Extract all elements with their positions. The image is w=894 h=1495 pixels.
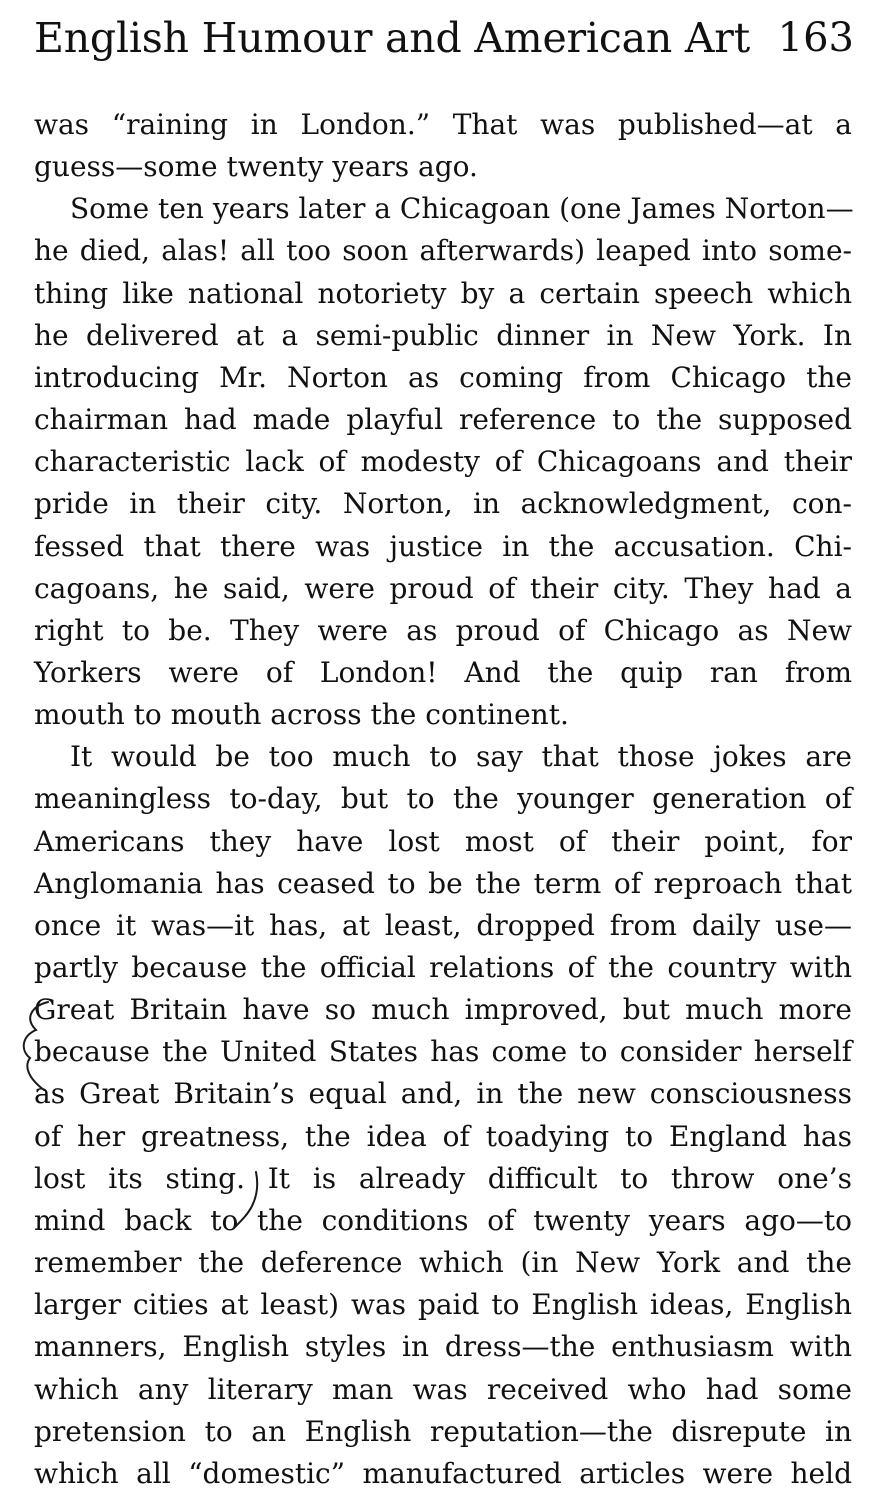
- text-line: pretension to an English reputation—the disrepute in: [34, 1414, 852, 1448]
- text-line: guess—some twenty years ago.: [34, 150, 478, 184]
- running-head: [34, 10, 854, 70]
- text-line: he died, alas! all too soon afterwards) leaped into some-: [34, 234, 852, 268]
- text-line: which any literary man was received who had some: [34, 1372, 852, 1406]
- text-line: thing like national notoriety by a certain speech which: [34, 276, 852, 310]
- text-line: Some ten years later a Chicagoan (one James Norton—: [70, 192, 854, 226]
- text-line: mouth to mouth across the continent.: [34, 698, 569, 732]
- text-line: characteristic lack of modesty of Chicagoans and their: [34, 445, 852, 479]
- text-line: once it was—it has, at least, dropped from daily use—: [34, 908, 852, 942]
- text-line: right to be. They were as proud of Chicago as New: [34, 613, 852, 647]
- text-line: lost its sting. It is already difficult to throw one’s: [34, 1161, 852, 1195]
- handwritten-tick-icon: [228, 1170, 262, 1236]
- text-line: partly because the official relations of the country with: [34, 951, 852, 984]
- text-line: as Great Britain’s equal and, in the new consciousness: [34, 1077, 852, 1111]
- text-line: Yorkers were of London! And the quip ran from: [34, 655, 852, 689]
- text-line: mind back to the conditions of twenty years ago—to: [34, 1203, 852, 1237]
- text-line: chairman had made playful reference to the supposed: [34, 403, 852, 437]
- text-line: larger cities at least) was paid to English ideas, English: [34, 1288, 852, 1322]
- text-line: Anglomania has ceased to be the term of reproach that: [34, 866, 852, 900]
- page-number: 163: [777, 15, 854, 61]
- text-line: It would be too much to say that those jokes are: [70, 740, 852, 774]
- text-line: cagoans, he said, were proud of their city. They had a: [34, 571, 852, 605]
- text-line: meaningless to-day, but to the younger generation of: [34, 782, 852, 816]
- text-line: because the United States has come to consider herself: [34, 1035, 852, 1069]
- text-line: remember the deference which (in New York and the: [34, 1246, 852, 1279]
- text-line: was “raining in London.” That was published—at a: [34, 108, 852, 141]
- handwritten-bracket-icon: [14, 996, 54, 1096]
- text-line: introducing Mr. Norton as coming from Chicago the: [34, 360, 852, 394]
- text-line: pride in their city. Norton, in acknowledgment, con-: [34, 487, 852, 521]
- text-line: which all “domestic” manufactured articles were held: [34, 1456, 852, 1490]
- text-line: he delivered at a semi-public dinner in New York. In: [34, 318, 852, 352]
- running-title: English Humour and American Art: [34, 14, 750, 62]
- text-line: fessed that there was justice in the accusation. Chi-: [34, 529, 852, 563]
- text-line: of her greatness, the idea of toadying to England has: [34, 1119, 852, 1153]
- text-line: Americans they have lost most of their point, for: [34, 824, 852, 858]
- text-line: manners, English styles in dress—the enthusiasm with: [34, 1330, 852, 1364]
- text-line: Great Britain have so much improved, but much more: [34, 993, 852, 1027]
